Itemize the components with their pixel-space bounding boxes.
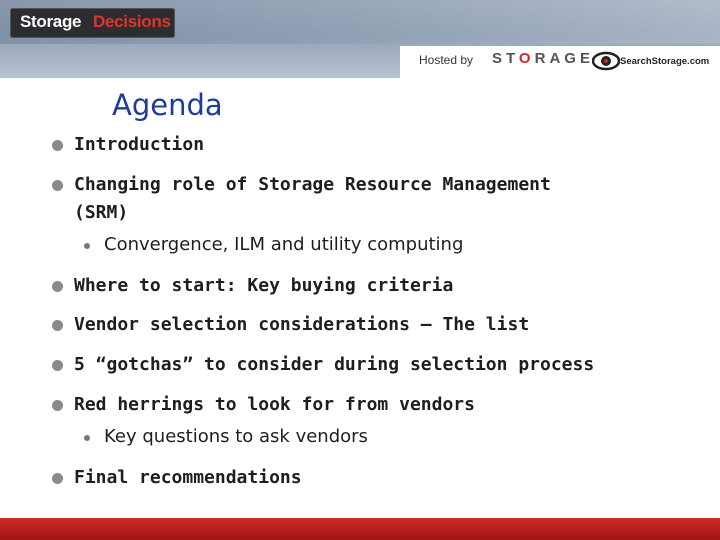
storage-letter: O	[518, 50, 535, 67]
logo-word-storage: Storage	[20, 12, 82, 31]
bullet-text: Vendor selection considerations – The list	[74, 314, 530, 335]
storage-letter: S	[492, 50, 507, 67]
storage-decisions-logo	[10, 8, 175, 38]
sub-bullet-dot-icon	[84, 243, 90, 249]
bullet-dot-icon	[52, 320, 63, 331]
slide-title: Agenda	[112, 88, 223, 122]
bullet-text: 5 “gotchas” to consider during selection process	[74, 354, 595, 375]
bullet-dot-icon	[52, 140, 63, 151]
hosted-by-label: Hosted by	[419, 53, 474, 67]
header-banner	[0, 0, 720, 78]
storage-letter: R	[534, 50, 550, 67]
bullet-dot-icon	[52, 473, 63, 484]
eye-icon	[592, 49, 620, 73]
bullet-text: Introduction	[74, 134, 205, 155]
bullet-text: Where to start: Key buying criteria	[74, 275, 454, 296]
logo-word-decisions: Decisions	[93, 12, 171, 31]
sub-bullet-dot-icon	[84, 435, 90, 441]
searchstorage-text: SearchStorage.com	[620, 56, 710, 67]
storage-letter: G	[564, 50, 580, 67]
bullet-dot-icon	[52, 281, 63, 292]
storage-letter: E	[579, 50, 594, 67]
searchstorage-logo	[592, 49, 712, 73]
storage-magazine-logo	[492, 50, 594, 67]
sub-bullet-text: Convergence, ILM and utility computing	[104, 234, 464, 255]
bullet-dot-icon	[52, 360, 63, 371]
bullet-dot-icon	[52, 400, 63, 411]
footer-bar	[0, 518, 720, 540]
bullet-text: Red herrings to look for from vendors	[74, 394, 475, 415]
storage-letter: T	[506, 50, 519, 67]
bullet-text-continued: (SRM)	[74, 202, 129, 223]
bullet-dot-icon	[52, 180, 63, 191]
sub-bullet-text: Key questions to ask vendors	[104, 426, 368, 447]
bullet-text: Final recommendations	[74, 467, 302, 488]
bullet-text: Changing role of Storage Resource Management	[74, 174, 551, 195]
storage-letter: A	[549, 50, 565, 67]
